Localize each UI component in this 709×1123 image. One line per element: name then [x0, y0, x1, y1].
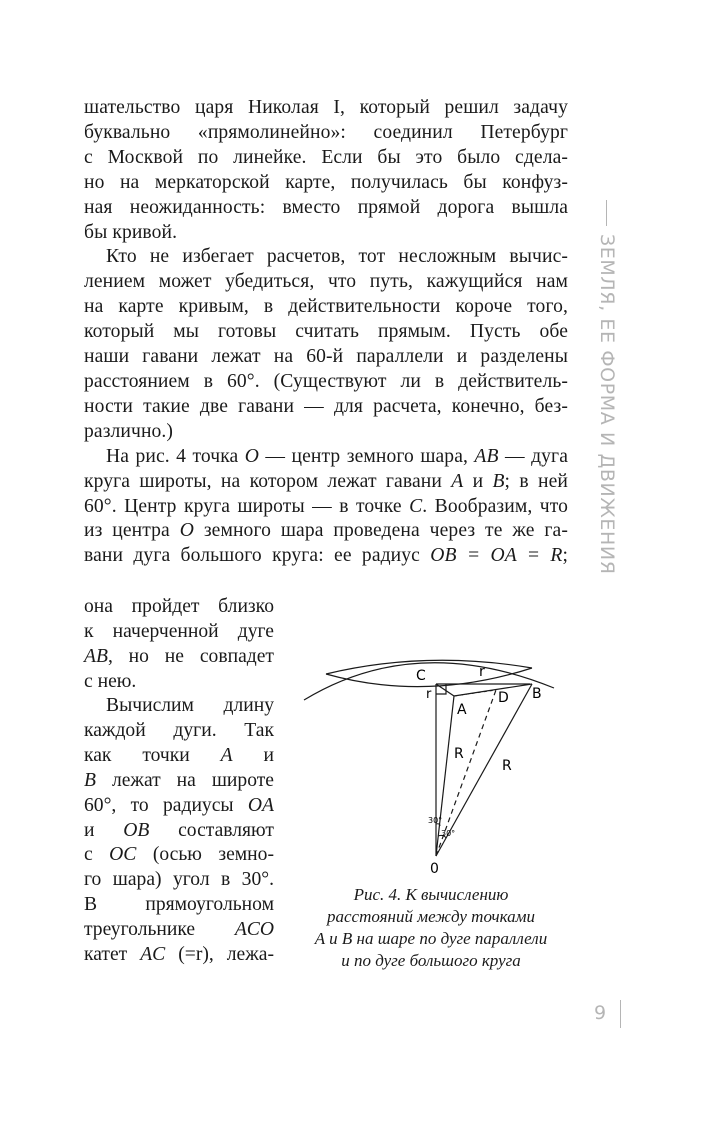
text-line: из центра O земного шара проведена через те же га- [84, 520, 568, 542]
text-line: ности такие две гавани — для расчета, конечно, без- [84, 395, 568, 417]
text-line: различно.) [84, 420, 174, 442]
figure-4-diagram [296, 640, 566, 880]
text-line: шательство царя Николая I, который решил задачу [84, 97, 568, 118]
page-number: 9 [594, 1002, 607, 1024]
caption-line: расстояний между точками [326, 907, 535, 926]
label-a: A [457, 702, 467, 718]
line-ab [454, 684, 532, 696]
caption-line: A и B на шаре по дуге параллели [314, 929, 548, 948]
paragraph-2 [84, 245, 568, 444]
running-head-text: ЗЕМЛЯ, ЕЕ ФОРМА И ДВИЖЕНИЯ [596, 234, 618, 575]
text-line: вани дуга большого круга: ее радиус OB = OA = R; [84, 545, 568, 567]
text-line: она пройдет близко [84, 596, 274, 617]
text-line: ная неожиданность: вместо прямой дорога вышла [84, 196, 568, 218]
label-r2: R [502, 758, 512, 774]
running-head [590, 200, 630, 575]
label-angle-1: 30° [428, 816, 443, 825]
text-line: Вычислим длину [106, 695, 274, 716]
label-d: D [498, 690, 509, 706]
paragraph-3 [84, 445, 568, 570]
label-r-top: r [479, 664, 485, 680]
text-line: на карте кривым, в действительности короче того, [84, 296, 568, 318]
text-line: с Москвой по линейке. Если бы это было сдела- [84, 146, 568, 168]
page-number-bar [620, 1000, 621, 1028]
text-line: лением может убедиться, что путь, кажущийся нам [84, 271, 568, 293]
text-line: каждой дуги. Так [84, 719, 274, 741]
text-line: AB, но не совпадет [84, 645, 274, 667]
narrow-column-1 [84, 595, 274, 695]
label-o: 0 [430, 861, 439, 877]
text-line: го шара) угол в 30°. [84, 869, 274, 891]
text-line: который мы готовы считать прямым. Пусть обе [84, 321, 568, 343]
text-line: бы кривой. [84, 221, 178, 243]
label-b: B [532, 686, 542, 702]
text-line: буквально «прямолинейно»: соединил Петербург [84, 121, 568, 143]
text-line: треугольнике ACO [84, 919, 274, 941]
text-line: с нею. [84, 670, 137, 692]
text-line: но на меркаторской карте, получилась бы конфуз- [84, 171, 568, 193]
text-line: В прямоугольном [84, 894, 274, 916]
main-text [84, 96, 568, 569]
text-line: и OB составляют [84, 819, 274, 841]
caption-line: и по дуге большого круга [341, 951, 521, 970]
text-line: расстоянием в 60°. (Существуют ли в действитель- [84, 370, 568, 392]
text-line: Кто не избегает расчетов, тот несложным вычис- [106, 246, 568, 268]
label-c: C [416, 668, 426, 684]
text-line: как точки A и [84, 744, 274, 766]
text-line: к начерченной дуге [84, 620, 274, 642]
text-line: 60°. Центр круга широты — в точке C. Вообразим, что [84, 495, 568, 517]
text-line: круга широты, на котором лежат гавани A и B; в ней [84, 470, 568, 492]
text-line: B лежат на широте [84, 769, 274, 791]
figure-caption [296, 884, 566, 972]
label-r-left: r [426, 687, 432, 702]
caption-line: Рис. 4. К вычислению [353, 885, 509, 904]
paragraph-1 [84, 96, 568, 245]
text-line: наши гавани лежат на 60-й параллели и разделены [84, 346, 568, 368]
text-line: 60°, то радиусы OA [84, 794, 274, 816]
text-line: На рис. 4 точка O — центр земного шара, AB — дуга [106, 445, 568, 467]
text-line: с OC (осью земно- [84, 844, 274, 866]
text-line: катет AC (=r), лежа- [84, 944, 274, 966]
label-angle-2: 30° [441, 829, 456, 838]
label-r1: R [454, 746, 464, 762]
narrow-column-2 [84, 694, 274, 968]
